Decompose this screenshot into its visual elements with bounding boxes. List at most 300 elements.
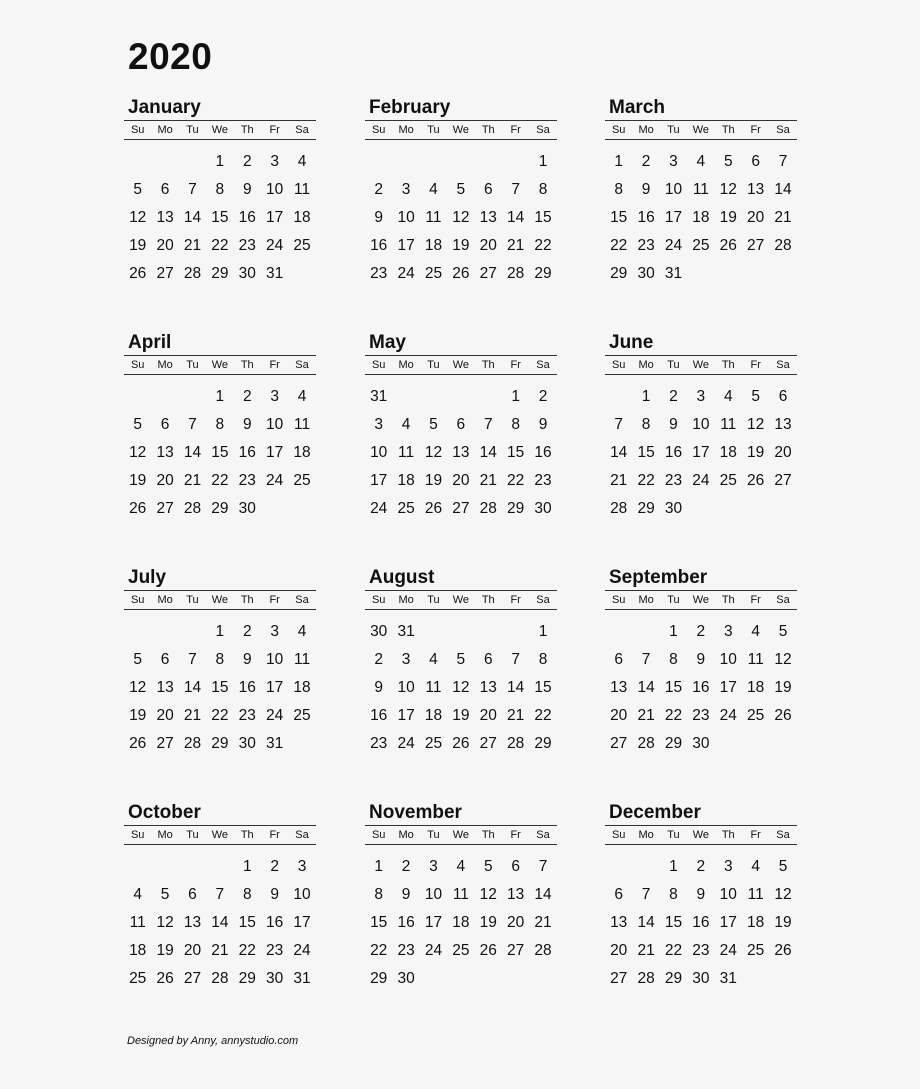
weekday-label: Tu [186,594,199,606]
day-cell: 20 [183,942,202,959]
weekday-label: Su [130,829,145,841]
day-cell: 1 [511,388,520,405]
weekday-label: Tu [186,124,199,136]
week-row [124,702,316,730]
weekday-label: Su [371,594,386,606]
day-cell: 4 [723,388,733,405]
day-cell: 22 [534,707,552,724]
month-name: June [609,332,654,353]
week-row [605,881,797,909]
weekday-header [605,120,797,140]
week-row [605,646,797,674]
day-cell: 2 [374,181,383,198]
day-cell: 14 [534,886,552,903]
week-rows [605,148,797,288]
week-rows [605,618,797,758]
day-cell: 26 [129,265,147,282]
weekday-label: Mo [157,124,173,136]
day-cell: 9 [538,416,548,433]
weekday-label: Tu [427,594,440,606]
day-cell [261,495,288,523]
day-cell: 2 [270,858,279,875]
day-cell: 9 [401,886,411,903]
day-cell: 29 [211,735,229,752]
day-cell: 29 [211,500,229,517]
day-cell: 10 [293,886,311,903]
day-cell: 7 [614,416,623,433]
day-cell [502,965,529,993]
day-cell: 25 [424,735,443,752]
weekday-header [124,590,316,610]
day-cell: 18 [692,209,710,226]
day-cell: 7 [778,153,788,170]
day-cell: 27 [507,942,525,959]
weekday-label: Su [130,359,145,371]
day-cell: 15 [211,209,229,226]
credit-text: Designed by Anny, annystudio.com [127,1035,299,1047]
day-cell: 16 [637,209,655,226]
day-cell: 23 [238,472,256,489]
day-cell [605,853,632,881]
week-row [605,439,797,467]
day-cell: 15 [664,679,683,696]
month-august [365,567,557,758]
day-cell [124,853,151,881]
week-row [365,881,557,909]
weekday-label: Su [611,829,626,841]
month-name: January [128,97,201,118]
day-cell: 26 [156,970,174,987]
week-row [365,383,557,411]
week-row [365,411,557,439]
day-cell: 19 [156,942,174,959]
day-cell: 21 [637,707,655,724]
week-row [365,204,557,232]
day-cell: 22 [507,472,525,489]
day-cell: 11 [398,444,415,461]
day-cell: 28 [774,237,792,254]
day-cell: 18 [293,444,311,461]
week-row [605,411,797,439]
day-cell: 19 [479,914,497,931]
day-cell: 12 [156,914,174,931]
weekday-label: We [211,124,229,136]
week-row [124,853,316,881]
day-cell: 28 [637,735,655,752]
day-cell: 6 [483,181,493,198]
day-cell: 1 [669,623,678,640]
month-name: November [369,802,462,823]
day-cell: 27 [610,970,628,987]
week-rows [365,853,557,993]
day-cell: 29 [211,265,229,282]
day-cell [151,383,178,411]
week-row [605,965,797,993]
day-cell: 4 [456,858,466,875]
day-cell: 1 [538,623,548,640]
day-cell [447,383,474,411]
day-cell [715,495,742,523]
day-cell: 25 [397,500,415,517]
day-cell: 17 [266,209,284,226]
day-cell: 22 [211,472,229,489]
day-cell: 24 [424,942,443,959]
day-cell: 10 [664,181,683,198]
day-cell: 7 [215,886,225,903]
day-cell: 10 [397,209,415,226]
weekday-label: We [211,829,229,841]
day-cell [475,148,502,176]
week-row [124,383,316,411]
week-rows [365,383,557,523]
day-cell: 3 [297,858,307,875]
day-cell: 3 [270,388,279,405]
day-cell: 21 [637,942,655,959]
day-cell: 5 [778,623,788,640]
day-cell: 11 [425,209,442,226]
week-row [124,204,316,232]
day-cell: 3 [374,416,383,433]
day-cell: 6 [511,858,520,875]
week-rows [124,853,316,993]
day-cell: 28 [507,265,525,282]
day-cell: 17 [266,444,284,461]
day-cell [420,383,447,411]
day-cell: 21 [507,237,525,254]
day-cell: 22 [211,237,229,254]
day-cell: 15 [610,209,628,226]
day-cell: 13 [610,914,628,931]
weekday-label: Th [721,124,735,136]
weekday-label: Fr [510,359,521,371]
weekday-label: Mo [398,124,414,136]
day-cell: 6 [188,886,197,903]
week-row [605,909,797,937]
weekday-label: Th [240,594,254,606]
day-cell: 2 [374,651,383,668]
week-row [365,937,557,965]
week-row [124,411,316,439]
weekday-label: Sa [776,124,790,136]
day-cell: 30 [534,500,552,517]
week-row [365,260,557,288]
weekday-header [124,120,316,140]
week-row [605,618,797,646]
day-cell [124,383,151,411]
day-cell: 14 [507,209,525,226]
day-cell: 3 [723,623,733,640]
weekday-label: Mo [638,359,654,371]
day-cell: 16 [370,237,388,254]
day-cell: 6 [778,388,788,405]
day-cell: 2 [242,388,252,405]
week-row [124,232,316,260]
day-cell: 3 [723,858,733,875]
day-cell: 11 [425,679,442,696]
day-cell: 6 [160,651,170,668]
month-september [605,567,797,758]
day-cell: 21 [774,209,792,226]
day-cell: 30 [370,623,388,640]
week-row [124,439,316,467]
day-cell: 23 [692,707,710,724]
day-cell: 16 [238,209,256,226]
day-cell: 8 [669,886,678,903]
day-cell: 6 [751,153,760,170]
weekday-header [365,590,557,610]
week-row [365,965,557,993]
day-cell [124,148,151,176]
day-cell [769,965,796,993]
day-cell [529,965,556,993]
day-cell: 7 [188,416,197,433]
day-cell: 17 [266,679,284,696]
day-cell: 5 [483,858,493,875]
day-cell: 24 [370,500,388,517]
weekday-label: Su [611,359,626,371]
day-cell: 20 [610,942,628,959]
day-cell: 27 [479,735,497,752]
weekday-label: Tu [667,829,680,841]
day-cell: 14 [183,679,202,696]
day-cell: 4 [297,153,307,170]
day-cell: 13 [183,914,202,931]
day-cell: 4 [429,181,438,198]
day-cell: 28 [183,735,202,752]
day-cell: 30 [664,500,683,517]
day-cell: 19 [774,679,792,696]
day-cell [420,965,447,993]
day-cell: 17 [664,209,683,226]
week-rows [124,383,316,523]
day-cell [420,148,447,176]
day-cell: 23 [370,265,388,282]
day-cell: 29 [507,500,525,517]
day-cell: 18 [424,237,443,254]
day-cell: 7 [511,651,520,668]
weekday-label: We [211,594,229,606]
weekday-label: Su [371,829,386,841]
weekday-label: Tu [667,594,680,606]
day-cell [475,618,502,646]
day-cell: 6 [160,181,170,198]
month-june [605,332,797,523]
day-cell: 8 [374,886,383,903]
week-row [605,467,797,495]
day-cell: 20 [610,707,628,724]
month-name: August [369,567,435,588]
weekday-header [605,825,797,845]
day-cell: 23 [238,237,256,254]
day-cell: 8 [538,181,548,198]
day-cell: 8 [641,416,651,433]
day-cell: 16 [664,444,683,461]
day-cell: 18 [129,942,147,959]
week-row [124,730,316,758]
weekday-header [124,825,316,845]
week-row [365,232,557,260]
day-cell: 7 [188,651,197,668]
day-cell: 18 [452,914,470,931]
day-cell: 13 [747,181,765,198]
weekday-label: Fr [750,359,761,371]
weekday-label: Tu [186,359,199,371]
day-cell: 19 [452,237,470,254]
day-cell: 10 [397,679,415,696]
day-cell: 11 [129,914,146,931]
day-cell: 9 [374,679,383,696]
day-cell: 26 [774,942,792,959]
day-cell [742,965,769,993]
day-cell: 5 [133,181,142,198]
day-cell: 1 [669,858,678,875]
day-cell: 12 [129,209,147,226]
day-cell: 10 [370,444,388,461]
day-cell: 25 [692,237,710,254]
day-cell: 2 [242,623,252,640]
weekday-label: Sa [536,594,550,606]
day-cell: 27 [452,500,470,517]
weekday-label: Sa [295,594,309,606]
weekday-label: Fr [510,124,521,136]
day-cell: 29 [534,735,552,752]
day-cell: 22 [370,942,388,959]
weekday-label: Su [611,594,626,606]
day-cell: 15 [238,914,256,931]
day-cell: 10 [692,416,710,433]
day-cell: 28 [183,265,202,282]
day-cell: 4 [401,416,411,433]
day-cell: 19 [129,707,147,724]
month-july [124,567,316,758]
day-cell [420,618,447,646]
week-rows [605,853,797,993]
day-cell: 21 [507,707,525,724]
day-cell: 22 [238,942,256,959]
day-cell [715,730,742,758]
weekday-label: Mo [638,829,654,841]
day-cell [392,383,419,411]
weekday-label: Th [481,124,495,136]
day-cell: 15 [637,444,655,461]
day-cell [475,383,502,411]
day-cell: 16 [534,444,552,461]
weekday-label: Th [240,124,254,136]
day-cell: 5 [133,651,142,668]
day-cell: 20 [747,209,765,226]
month-name: March [609,97,665,118]
week-row [365,439,557,467]
day-cell: 31 [370,388,388,405]
weekday-label: Mo [638,124,654,136]
day-cell: 24 [719,707,737,724]
day-cell: 22 [610,237,628,254]
weekday-label: Fr [750,829,761,841]
day-cell: 1 [215,153,225,170]
day-cell: 18 [719,444,737,461]
day-cell: 8 [669,651,678,668]
weekday-label: We [211,359,229,371]
weekday-label: Sa [536,829,550,841]
day-cell: 7 [641,886,651,903]
day-cell: 20 [156,472,174,489]
day-cell: 22 [637,472,655,489]
day-cell [632,618,659,646]
day-cell: 22 [664,707,683,724]
day-cell: 3 [270,623,279,640]
day-cell: 11 [293,416,311,433]
day-cell: 1 [374,858,383,875]
week-row [124,467,316,495]
day-cell: 30 [266,970,284,987]
day-cell [769,260,796,288]
day-cell: 20 [479,707,497,724]
weekday-label: Sa [536,359,550,371]
weekday-label: Th [481,359,495,371]
day-cell: 11 [692,181,709,198]
day-cell: 17 [397,707,415,724]
day-cell: 3 [401,651,411,668]
day-cell: 15 [534,679,552,696]
day-cell: 22 [534,237,552,254]
weekday-label: Fr [750,594,761,606]
weekday-header [605,355,797,375]
weekday-label: Su [130,594,145,606]
day-cell: 14 [479,444,497,461]
day-cell: 13 [507,886,525,903]
week-row [365,853,557,881]
day-cell: 10 [266,651,284,668]
week-rows [365,618,557,758]
day-cell: 12 [452,679,470,696]
day-cell: 5 [751,388,760,405]
day-cell: 24 [692,472,710,489]
day-cell: 20 [156,237,174,254]
day-cell: 14 [211,914,229,931]
weekday-label: We [692,594,710,606]
day-cell [124,618,151,646]
day-cell: 10 [719,886,737,903]
day-cell: 13 [479,209,497,226]
day-cell: 16 [238,444,256,461]
day-cell: 13 [479,679,497,696]
day-cell: 29 [610,265,628,282]
day-cell [502,618,529,646]
day-cell: 1 [641,388,651,405]
day-cell: 23 [370,735,388,752]
day-cell: 25 [452,942,470,959]
day-cell: 6 [614,886,623,903]
day-cell: 5 [160,886,170,903]
day-cell: 28 [211,970,229,987]
day-cell: 10 [719,651,737,668]
day-cell: 9 [242,651,252,668]
day-cell: 11 [293,181,311,198]
weekday-label: Th [481,829,495,841]
day-cell: 15 [664,914,683,931]
month-name: May [369,332,406,353]
weekday-label: Mo [398,359,414,371]
month-april [124,332,316,523]
day-cell: 27 [156,265,174,282]
day-cell: 2 [669,388,678,405]
week-row [124,176,316,204]
weekday-label: Sa [295,829,309,841]
day-cell: 4 [696,153,706,170]
weekday-label: Fr [269,359,280,371]
day-cell [742,730,769,758]
weekday-header [365,355,557,375]
